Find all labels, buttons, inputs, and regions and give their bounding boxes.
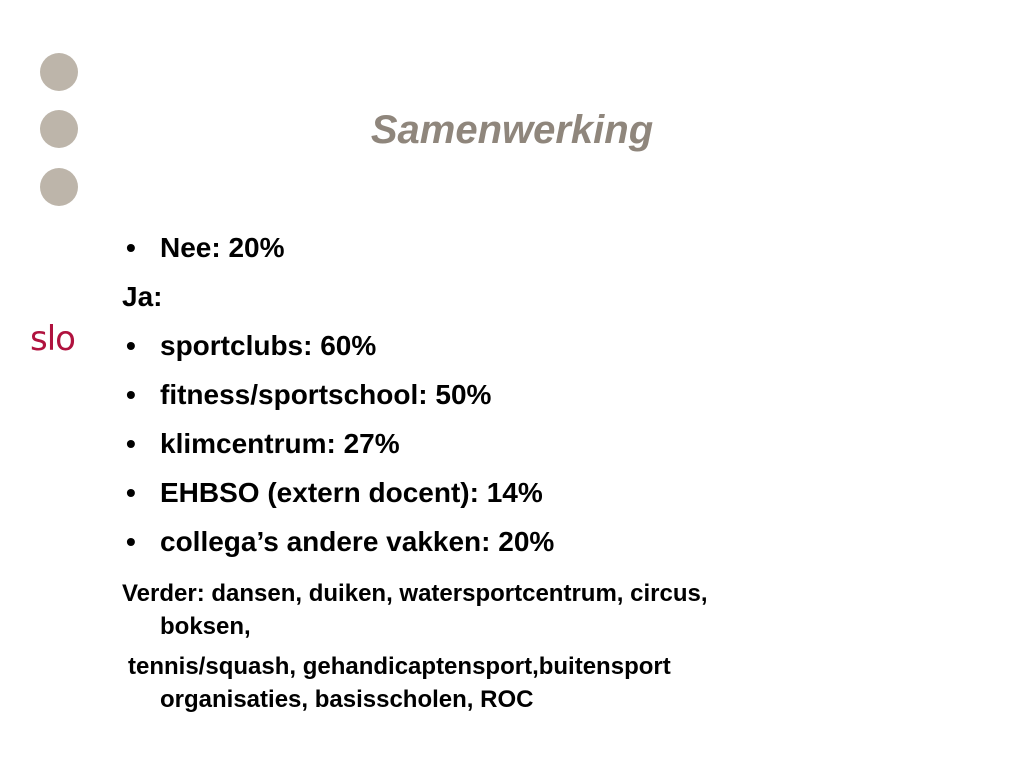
bullet-icon: • xyxy=(126,232,136,263)
list-item-text: klimcentrum: 27% xyxy=(160,428,400,459)
list-item-text: sportclubs: 60% xyxy=(160,330,377,361)
list-item xyxy=(122,379,882,428)
decorative-dot-icon xyxy=(40,168,78,206)
list-item-text: Nee: 20% xyxy=(160,232,285,263)
bullet-icon: • xyxy=(126,428,136,459)
list-item xyxy=(122,526,882,575)
list-item-text: fitness/sportschool: 50% xyxy=(160,379,492,410)
extra-paragraph-line: organisaties, basisscholen, ROC xyxy=(160,686,534,713)
extra-paragraph-line: Verder: dansen, duiken, watersportcentrum, circus, xyxy=(122,580,708,607)
extra-paragraph xyxy=(122,577,882,643)
list-item-text: Ja: xyxy=(122,281,163,312)
bullet-icon: • xyxy=(126,330,136,361)
extra-paragraph-line: boksen, xyxy=(160,613,251,640)
list-item-text: EHBSO (extern docent): 14% xyxy=(160,477,543,508)
list-item-text: collega’s andere vakken: 20% xyxy=(160,526,555,557)
list-item xyxy=(122,232,882,281)
list-item xyxy=(122,428,882,477)
extra-paragraph-line: tennis/squash, gehandicaptensport,buitensport xyxy=(128,653,671,680)
bullet-icon: • xyxy=(126,477,136,508)
list-item xyxy=(122,477,882,526)
list-item xyxy=(122,281,882,330)
list-item xyxy=(122,330,882,379)
bullet-icon: • xyxy=(126,379,136,410)
slo-logo: slo xyxy=(30,319,75,359)
slide-title: Samenwerking xyxy=(370,108,654,152)
bullet-icon: • xyxy=(126,526,136,557)
slide-body xyxy=(122,232,882,716)
extra-paragraph xyxy=(122,650,882,716)
decorative-dot-icon xyxy=(40,53,78,91)
